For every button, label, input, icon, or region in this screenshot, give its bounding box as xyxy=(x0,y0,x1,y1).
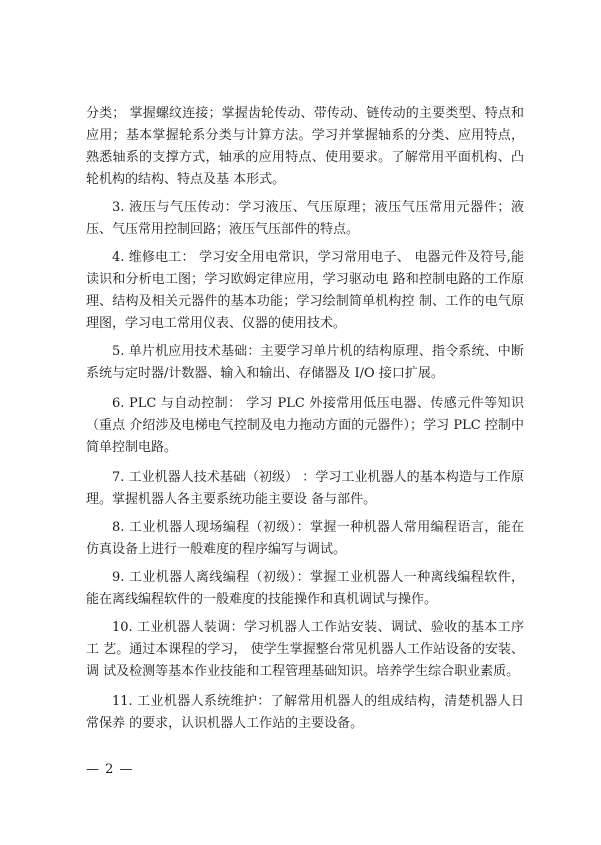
body-text xyxy=(86,103,524,741)
paragraph-robot-offline-programming: 9. 工业机器人离线编程（初级）：掌握工业机器人一种离线编程软件，能在离线编程软件的一般难度的技能操作和真机调试与操作。 xyxy=(86,570,524,607)
paragraph-mechanics-cont: 分类； 掌握螺纹连接；掌握齿轮传动、带传动、链传动的主要类型、特点和应用；基本掌握轮系分类与计算方法。学习并掌握轴系的分类、应用特点，熟悉轴系的支撑方式，轴承的应用特点、使用要求。了解常用平面机构、凸轮机构的结构、特点及基 本形式。 xyxy=(86,106,524,187)
paragraph-electrician: 4. 维修电工： 学习安全用电常识，学习常用电子、 电器元件及符号,能读识和分析电工图；学习欧姆定律应用，学习驱动电 路和控制电路的工作原理、结构及相关元器件的基本功能；学习绘制简单机构控 制、工作的电气原理图，学习电工常用仪表、仪器的使用技术。 xyxy=(86,250,524,331)
page-number: — 2 — xyxy=(86,762,134,777)
paragraph-robot-assembly: 10. 工业机器人装调：学习机器人工作站安装、调试、验收的基本工序工 艺。通过本课程的学习， 使学生掌握整台常见机器人工作站设备的安装、调 试及检测等基本作业技能和工程管理基础知识。培养学生综合职业素质。 xyxy=(86,620,524,679)
paragraph-mcu: 5. 单片机应用技术基础：主要学习单片机的结构原理、指令系统、中断系统与定时器/计数器、输入和输出、存储器及 I/O 接口扩展。 xyxy=(86,344,524,381)
paragraph-robot-basics: 7. 工业机器人技术基础（初级） ：学习工业机器人的基本构造与工作原理。掌握机器人各主要系统功能主要设 备与部件。 xyxy=(86,470,524,507)
paragraph-robot-onsite-programming: 8. 工业机器人现场编程（初级）：掌握一种机器人常用编程语言，能在仿真设备上进行一般难度的程序编写与调试。 xyxy=(86,520,524,557)
paragraph-plc: 6. PLC 与自动控制： 学习 PLC 外接常用低压电器、传感元件等知识（重点 介绍涉及电梯电气控制及电力拖动方面的元器件）；学习 PLC 控制中简单控制电路。 xyxy=(86,396,524,455)
paragraph-hydraulics: 3. 液压与气压传动：学习液压、气压原理；液压气压常用元器件；液压、气压常用控制回路；液压气压部件的特点。 xyxy=(86,200,524,237)
paragraph-robot-maintenance: 11. 工业机器人系统维护：了解常用机器人的组成结构，清楚机器人日常保养 的要求，认识机器人工作站的主要设备。 xyxy=(86,694,524,731)
